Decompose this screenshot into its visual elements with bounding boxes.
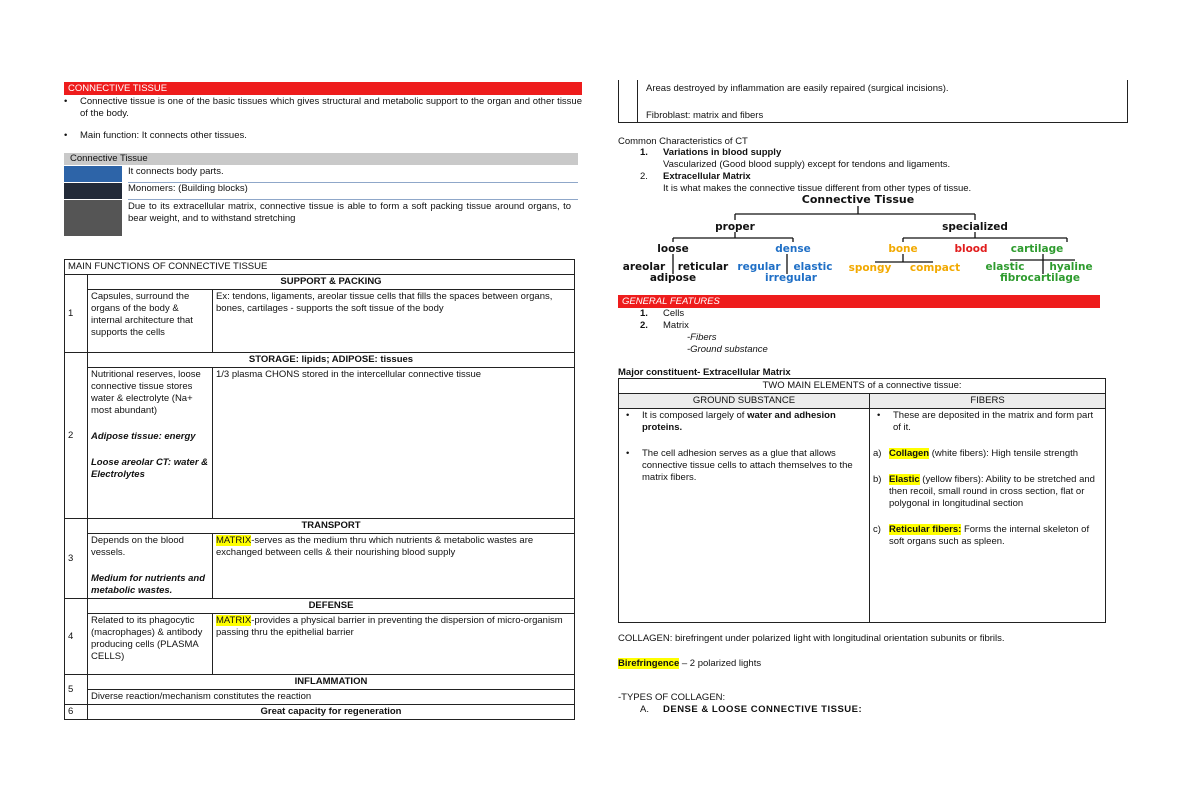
common-num: 1. xyxy=(640,147,648,158)
row-left-cell: Related to its phagocytic (macrophages) & antibody producing cells (PLASMA CELLS) xyxy=(88,614,213,675)
highlight-term: Reticular fibers: xyxy=(889,524,962,535)
ct-box-title: Connective Tissue xyxy=(64,153,578,165)
general-sub-item: -Ground substance xyxy=(687,344,768,355)
ct-box-row: Due to its extracellular matrix, connective tissue is able to form a soft packing tissue around organs, to bear weight, and to withstand stretching xyxy=(128,201,571,224)
common-num: 2. xyxy=(640,171,648,182)
fiber-text xyxy=(889,448,1078,460)
tree-node: cartilage xyxy=(1010,243,1064,255)
ct-box-row: It connects body parts. xyxy=(128,166,578,183)
tree-leaf: elastic xyxy=(985,261,1025,273)
tree-node: dense xyxy=(775,243,811,255)
fibers-cell xyxy=(870,409,1106,623)
bullet-item xyxy=(622,448,866,484)
item-label: a) xyxy=(873,448,882,459)
fiber-text xyxy=(889,474,1102,510)
common-item-text: It is what makes the connective tissue different from other types of tissue. xyxy=(663,183,972,194)
highlight-term: Elastic xyxy=(889,474,920,485)
col-header: GROUND SUBSTANCE xyxy=(619,394,870,409)
elements-table xyxy=(618,378,1106,623)
bullet-text: The cell adhesion serves as a glue that allows connective tissue cells to attach themselves to the matrix fibers. xyxy=(642,448,853,483)
fiber-item xyxy=(873,524,1102,548)
row-left-cell: Diverse reaction/mechanism constitutes the reaction xyxy=(88,690,575,705)
tree-leaf: reticular xyxy=(677,261,729,273)
types-item: DENSE & LOOSE CONNECTIVE TISSUE: xyxy=(663,704,863,715)
row-number: 4 xyxy=(65,599,88,675)
tree-node: specialized xyxy=(942,221,1008,233)
fiber-item xyxy=(873,474,1102,510)
ct-box-row: Monomers: (Building blocks) xyxy=(128,183,578,200)
row-number: 5 xyxy=(65,675,88,705)
ground-substance-cell xyxy=(619,409,870,623)
left-cell-text: Nutritional reserves, loose connective tissue stores water & electrolyte (Na+ most abundant) xyxy=(91,369,201,416)
major-constituent: Major constituent- Extracellular Matrix xyxy=(618,367,791,378)
box-line: Fibroblast: matrix and fibers xyxy=(646,110,764,121)
item-label: b) xyxy=(873,474,882,485)
elements-title: TWO MAIN ELEMENTS of a connective tissue: xyxy=(619,379,1106,394)
row-right-cell xyxy=(213,534,575,599)
row-right-cell: 1/3 plasma CHONS stored in the intercellular connective tissue xyxy=(213,368,575,519)
row-number: 2 xyxy=(65,353,88,519)
row-left-cell xyxy=(88,368,213,519)
ct-color-swatch xyxy=(64,166,122,182)
bullet-text: Main function: It connects other tissues. xyxy=(80,130,247,141)
bullet-item xyxy=(622,410,866,434)
tree-node: bone xyxy=(888,243,918,255)
general-sub-item: -Fibers xyxy=(687,332,717,343)
bullet-text xyxy=(642,410,866,434)
tree-leaf: compact xyxy=(909,262,961,274)
tree-leaf: spongy xyxy=(848,262,892,274)
tree-node: proper xyxy=(715,221,755,233)
common-item-title: Extracellular Matrix xyxy=(663,171,751,182)
row-right-cell: Ex: tendons, ligaments, areolar tissue cells that fills the spaces between organs, bones, cartilages - supports the soft tissue of the body xyxy=(213,290,575,353)
highlight-term: Birefringence xyxy=(618,658,680,669)
types-label: A. xyxy=(640,704,649,715)
bullet-icon: • xyxy=(877,410,881,421)
row-left-cell: Capsules, surround the organs of the body & internal architecture that supports the cells xyxy=(88,290,213,353)
row-heading: SUPPORT & PACKING xyxy=(88,275,575,290)
row-heading: Great capacity for regeneration xyxy=(88,705,575,720)
bullet-icon: • xyxy=(64,96,68,107)
left-cell-text: Depends on the blood vessels. xyxy=(91,535,184,558)
tree-leaf: fibrocartilage xyxy=(999,272,1081,284)
ct-color-swatch xyxy=(64,183,122,199)
row-left-cell xyxy=(88,534,213,599)
common-title: Common Characteristics of CT xyxy=(618,136,748,147)
tree-leaf: regular xyxy=(737,261,781,273)
fiber-item xyxy=(873,448,1102,460)
bullet-text: These are deposited in the matrix and form part of it. xyxy=(893,410,1094,433)
bullet-icon: • xyxy=(626,448,630,459)
row-number: 6 xyxy=(65,705,88,720)
common-item-title: Variations in blood supply xyxy=(663,147,782,158)
col-header: FIBERS xyxy=(870,394,1106,409)
bullet-icon: • xyxy=(626,410,630,421)
ct-classification-diagram xyxy=(615,190,1105,286)
bullet-item xyxy=(873,410,1102,434)
right-cell-text: -provides a physical barrier in preventing the dispersion of micro-organism passing thru the epithelial barrier xyxy=(216,615,563,638)
row-heading: INFLAMMATION xyxy=(88,675,575,690)
bold-span: water and adhesion proteins. xyxy=(642,410,836,433)
text-span: Forms the internal skeleton of soft organs such as spleen. xyxy=(889,524,1090,547)
left-cell-note: Medium for nutrients and metabolic wastes. xyxy=(91,573,205,596)
tree-leaf: irregular xyxy=(765,272,817,284)
common-item-text: Vascularized (Good blood supply) except for tendons and ligaments. xyxy=(663,159,951,170)
regeneration-box xyxy=(618,80,1128,123)
left-cell-note: Loose areolar CT: water & Electrolytes xyxy=(91,457,209,480)
row-heading: STORAGE: lipids; ADIPOSE: tissues xyxy=(88,353,575,368)
text-span: (yellow fibers): Ability to be stretched and then recoil, small round in cross section, flat or polygonal in longitudinal section xyxy=(889,474,1095,509)
functions-title: MAIN FUNCTIONS OF CONNECTIVE TISSUE xyxy=(65,260,575,275)
text-span: – 2 polarized lights xyxy=(679,658,762,669)
tree-leaf: hyaline xyxy=(1049,261,1093,273)
highlight-term: MATRIX xyxy=(216,615,252,626)
row-right-cell xyxy=(213,614,575,675)
general-num: 2. xyxy=(640,320,648,331)
collagen-note: COLLAGEN: birefringent under polarized light with longitudinal orientation subunits or fibrils. xyxy=(618,633,1005,644)
bullet-item xyxy=(64,96,582,120)
box-line: Areas destroyed by inflammation are easily repaired (surgical incisions). xyxy=(646,83,949,94)
tree-leaf: elastic xyxy=(793,261,833,273)
functions-table xyxy=(64,259,575,720)
tree-leaf: areolar xyxy=(622,261,666,273)
highlight-term: MATRIX xyxy=(216,535,252,546)
text-span: (white fibers): High tensile strength xyxy=(929,448,1079,459)
general-num: 1. xyxy=(640,308,648,319)
general-item: Cells xyxy=(663,308,685,319)
row-heading: TRANSPORT xyxy=(88,519,575,534)
tree-leaf: adipose xyxy=(649,272,697,284)
bullet-text: Connective tissue is one of the basic tissues which gives structural and metabolic support to the organ and other tissue of the body. xyxy=(80,96,582,119)
tree-node: loose xyxy=(657,243,689,255)
general-item: Matrix xyxy=(663,320,689,331)
section-title-connective-tissue: CONNECTIVE TISSUE xyxy=(64,82,582,95)
ct-color-swatch xyxy=(64,200,122,236)
box-divider xyxy=(637,80,638,122)
bullet-item xyxy=(64,130,582,142)
general-features-title: GENERAL FEATURES xyxy=(618,295,1100,308)
birefringence-line xyxy=(618,658,761,669)
row-number: 3 xyxy=(65,519,88,599)
text-span: It is composed largely of xyxy=(642,410,748,421)
highlight-term: Collagen xyxy=(889,448,930,459)
tree-root: Connective Tissue xyxy=(801,193,915,206)
bullet-icon: • xyxy=(64,130,68,141)
row-number: 1 xyxy=(65,275,88,353)
tree-node: blood xyxy=(954,243,988,255)
fiber-text xyxy=(889,524,1102,548)
left-cell-note: Adipose tissue: energy xyxy=(91,431,196,442)
types-title: -TYPES OF COLLAGEN: xyxy=(618,692,726,703)
row-heading: DEFENSE xyxy=(88,599,575,614)
item-label: c) xyxy=(873,524,881,535)
right-cell-text: -serves as the medium thru which nutrients & metabolic wastes are exchanged between cells & their nourishing blood supply xyxy=(216,535,534,558)
